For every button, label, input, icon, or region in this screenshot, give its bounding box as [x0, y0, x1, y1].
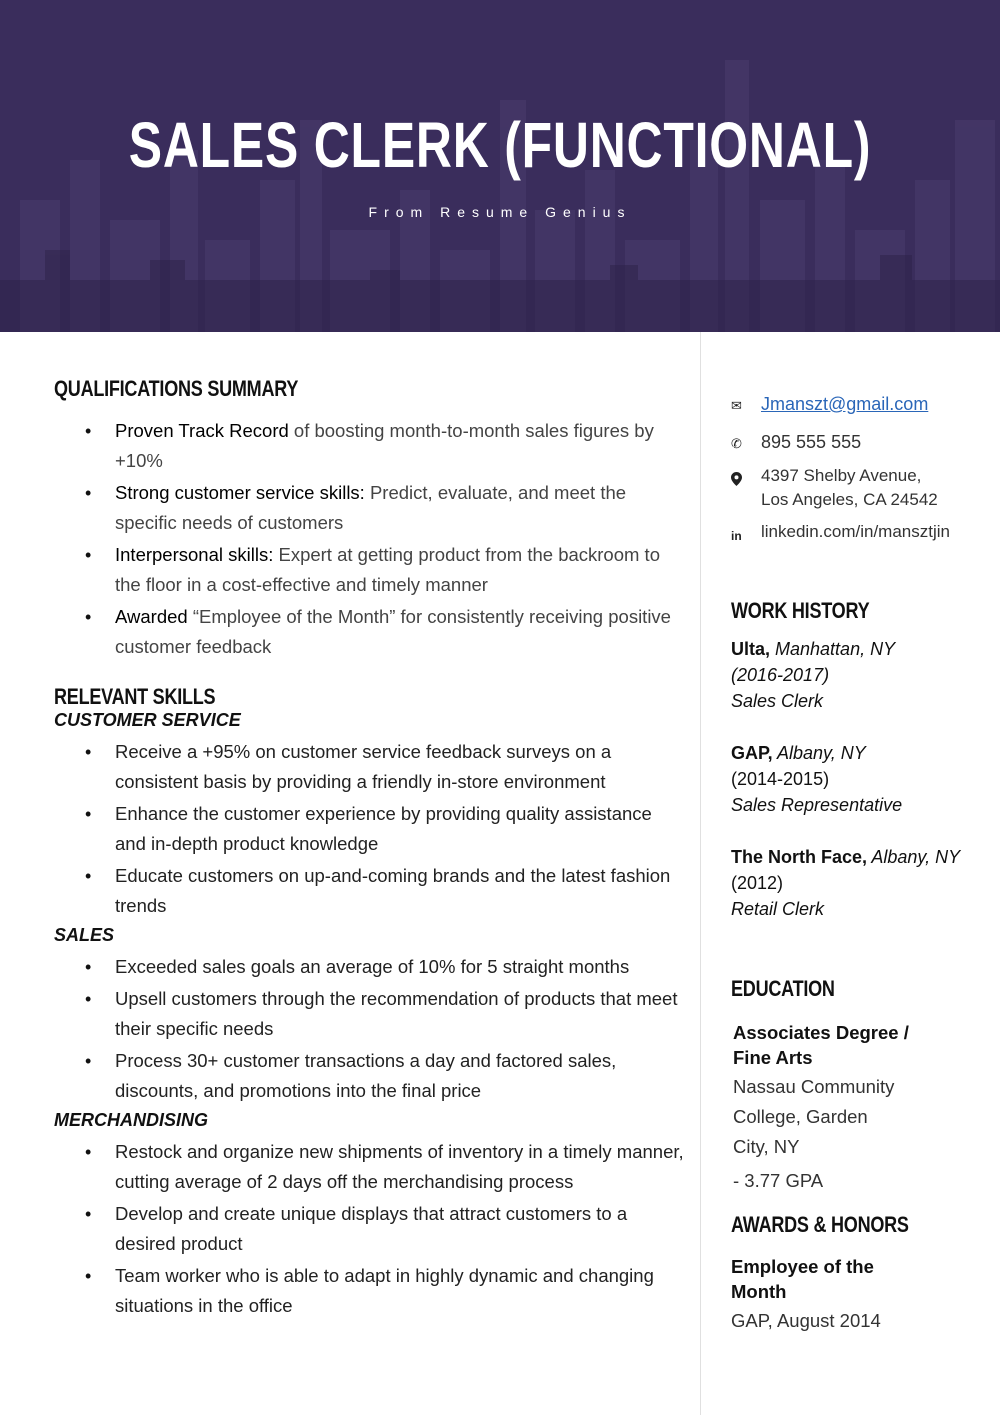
list-item: • Proven Track Record of boosting month-to-month sales figures by +10% [54, 416, 684, 476]
job-dates: (2016-2017) [731, 665, 830, 685]
skill-group-list [54, 952, 684, 1106]
job-role: Sales Representative [731, 795, 903, 815]
job-dates: (2014-2015) [731, 769, 830, 789]
contact-block [731, 392, 993, 548]
degree-line-1: Associates Degree / [733, 1022, 909, 1043]
skill-group-list [54, 1137, 684, 1321]
job-dates: (2012) [731, 873, 784, 893]
phone-icon: ✆ [731, 436, 742, 451]
relevant-skills-heading: RELEVANT SKILLS [54, 684, 216, 709]
list-item: • Process 30+ customer transactions a day and factored sales, discounts, and promotions into the final price [54, 1046, 684, 1106]
qualifications-heading: QUALIFICATIONS SUMMARY [54, 376, 299, 401]
contact-linkedin [731, 520, 993, 548]
phone-number: 895 555 555 [761, 432, 862, 452]
email-link[interactable]: Jmanszt@gmail.com [761, 394, 929, 414]
contact-email [731, 392, 993, 418]
school-line-2: College, Garden [733, 1106, 868, 1127]
skill-group-list [54, 737, 684, 921]
award-title-line-2: Month [731, 1281, 787, 1302]
list-item: • Awarded “Employee of the Month” for consistently receiving positive customer feedback [54, 602, 684, 662]
list-item: • Interpersonal skills: Expert at getting product from the backroom to the floor in a cost-effective and timely manner [54, 540, 684, 600]
job-role: Sales Clerk [731, 691, 824, 711]
address-line-2: Los Angeles, CA 24542 [761, 490, 938, 509]
list-item: • Develop and create unique displays that attract customers to a desired product [54, 1199, 684, 1259]
school-line-1: Nassau Community [733, 1076, 895, 1097]
skill-group-title: SALES [54, 925, 115, 945]
job-entry: The North Face, Albany, NY (2012) Retail Clerk [731, 844, 993, 922]
work-history-heading: WORK HISTORY [731, 598, 870, 623]
list-item: • Strong customer service skills: Predict, evaluate, and meet the specific needs of customers [54, 478, 684, 538]
award-detail: GAP, August 2014 [731, 1310, 881, 1331]
list-item: • Exceeded sales goals an average of 10% for 5 straight months [54, 952, 684, 982]
list-item: • Receive a +95% on customer service feedback surveys on a consistent basis by providing a friendly in-store environment [54, 737, 684, 797]
sidebar-column [731, 392, 993, 1336]
school-line-3: City, NY [733, 1136, 800, 1157]
contact-phone [731, 430, 993, 456]
contact-address [731, 464, 993, 512]
location-pin-icon [731, 464, 761, 494]
main-column [54, 376, 684, 1321]
job-entry: GAP, Albany, NY (2014-2015) Sales Representative [731, 740, 993, 818]
job-entry: Ulta, Manhattan, NY (2016-2017) Sales Clerk [731, 639, 896, 711]
education-entry [731, 1020, 993, 1196]
qualifications-list [54, 416, 684, 662]
mail-icon: ✉ [731, 398, 742, 413]
linkedin-link[interactable]: linkedin.com/in/mansztjin [761, 522, 950, 541]
list-item: • Team worker who is able to adapt in highly dynamic and changing situations in the office [54, 1261, 684, 1321]
skill-group-title: CUSTOMER SERVICE [54, 710, 241, 730]
column-divider [700, 332, 701, 1415]
list-item: • Upsell customers through the recommendation of products that meet their specific needs [54, 984, 684, 1044]
education-heading: EDUCATION [731, 976, 835, 1001]
list-item: • Educate customers on up-and-coming brands and the latest fashion trends [54, 861, 684, 921]
list-item: • Enhance the customer experience by providing quality assistance and in-depth product knowledge [54, 799, 684, 859]
award-entry [731, 1254, 993, 1336]
job-role: Retail Clerk [731, 899, 825, 919]
header-banner [0, 0, 1000, 332]
address-line-1: 4397 Shelby Avenue, [761, 466, 922, 485]
linkedin-icon: in [731, 529, 742, 543]
award-title-line-1: Employee of the [731, 1256, 874, 1277]
awards-heading: AWARDS & HONORS [731, 1212, 909, 1237]
resume-title: SALES CLERK (FUNCTIONAL) [128, 109, 872, 181]
list-item: • Restock and organize new shipments of inventory in a timely manner, cutting average of 2 days off the merchandising process [54, 1137, 684, 1197]
degree-line-2: Fine Arts [733, 1047, 813, 1068]
resume-subtitle: From Resume Genius [368, 204, 632, 220]
gpa: - 3.77 GPA [733, 1170, 824, 1191]
skill-group-title: MERCHANDISING [54, 1110, 209, 1130]
